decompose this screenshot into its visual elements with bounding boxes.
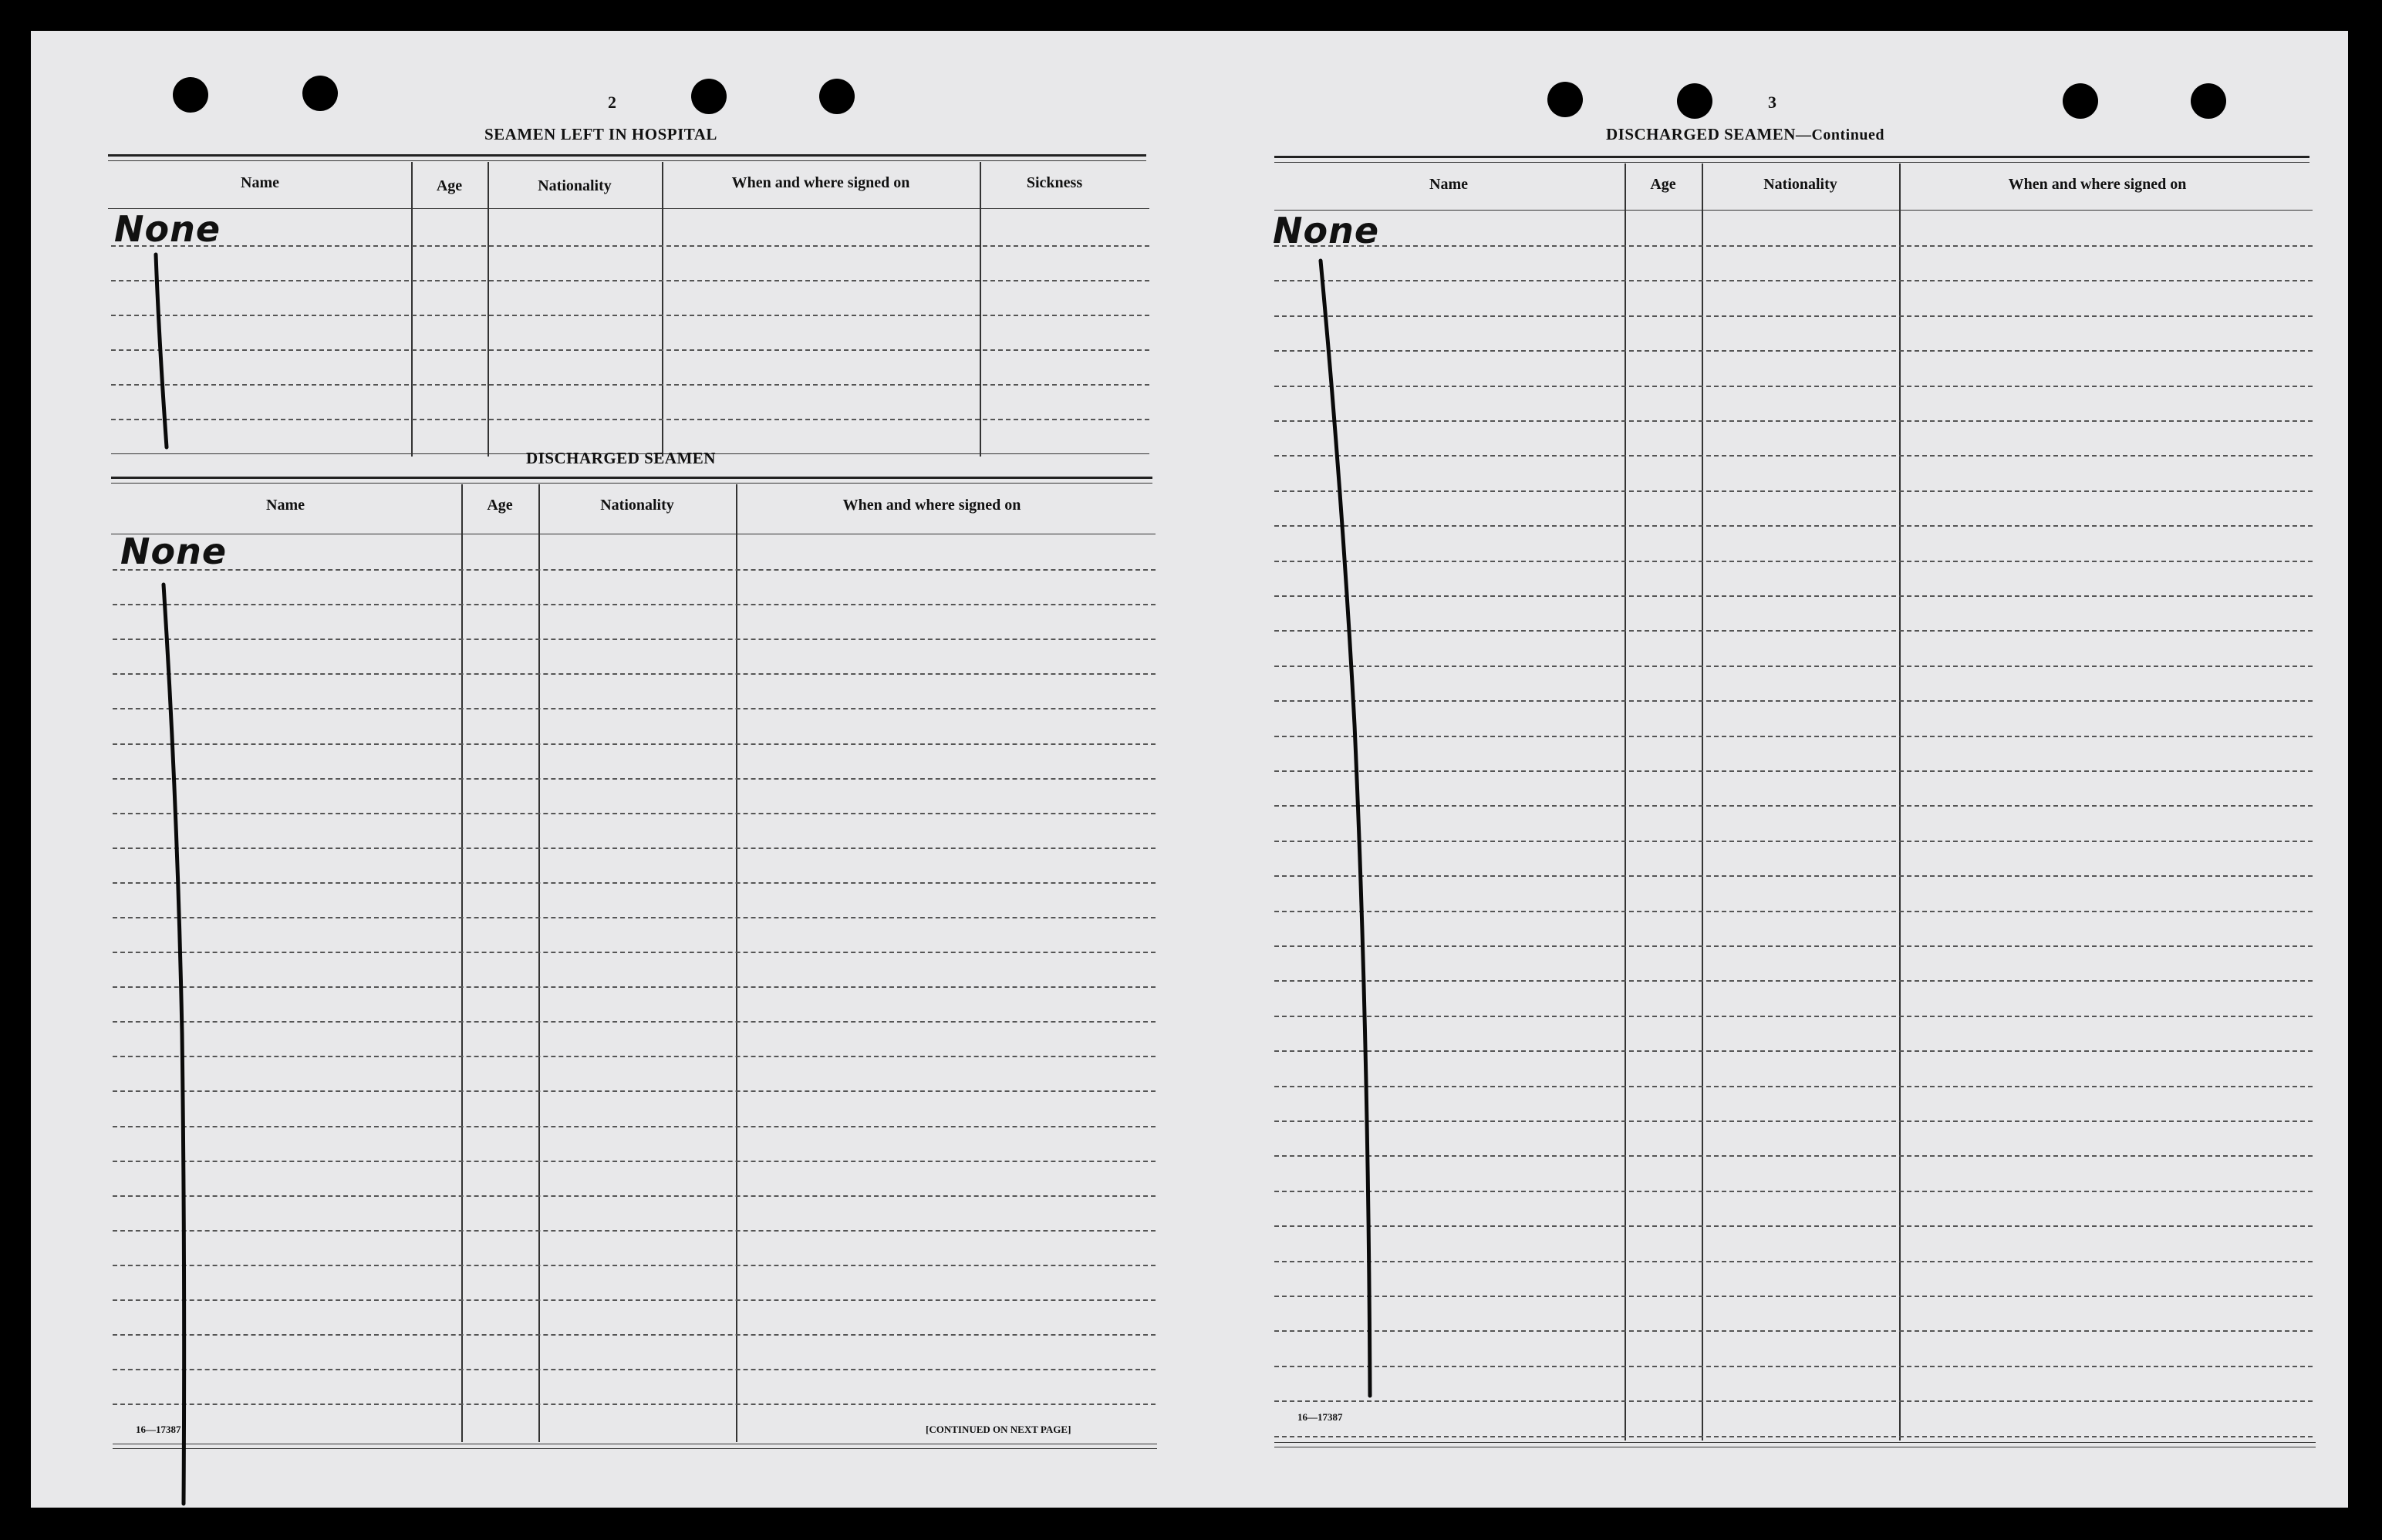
discharged-header-name: Name — [266, 497, 305, 514]
discharged-header-signed-on: When and where signed on — [842, 497, 1021, 514]
discharged-entry-handwritten: None — [120, 531, 228, 572]
discharged-header-age: Age — [487, 497, 513, 514]
left-form-number: 16—17387 — [136, 1424, 181, 1435]
hospital-header-age: Age — [436, 177, 463, 194]
handwritten-strokes — [31, 31, 2348, 1508]
document-sheet — [31, 31, 2348, 1508]
right-header-nationality: Nationality — [1763, 176, 1837, 193]
right-header-signed-on: When and where signed on — [2008, 176, 2187, 193]
hospital-section-title: SEAMEN LEFT IN HOSPITAL — [484, 125, 717, 143]
hospital-header-name: Name — [241, 174, 279, 191]
discharged-header-nationality: Nationality — [600, 497, 674, 514]
left-page-number: 2 — [608, 93, 616, 112]
hospital-entry-handwritten: None — [114, 208, 221, 250]
hospital-header-sickness: Sickness — [1026, 174, 1083, 191]
right-entry-handwritten: None — [1273, 210, 1380, 251]
hospital-header-nationality: Nationality — [538, 177, 612, 194]
right-header-age: Age — [1650, 176, 1676, 193]
hospital-header-signed-on: When and where signed on — [731, 174, 910, 191]
discharged-section-title: DISCHARGED SEAMEN — [526, 449, 716, 467]
discharged-strike-stroke — [164, 585, 184, 1504]
continued-note: [CONTINUED ON NEXT PAGE] — [926, 1424, 1071, 1435]
right-strike-stroke — [1321, 261, 1370, 1396]
hospital-strike-stroke — [156, 254, 167, 447]
right-discharged-title-suffix: —Continued — [1795, 126, 1884, 143]
right-form-number: 16—17387 — [1297, 1411, 1343, 1423]
right-header-name: Name — [1429, 176, 1468, 193]
right-page-number: 3 — [1768, 93, 1776, 112]
right-discharged-title-main: DISCHARGED SEAMEN — [1606, 125, 1796, 143]
